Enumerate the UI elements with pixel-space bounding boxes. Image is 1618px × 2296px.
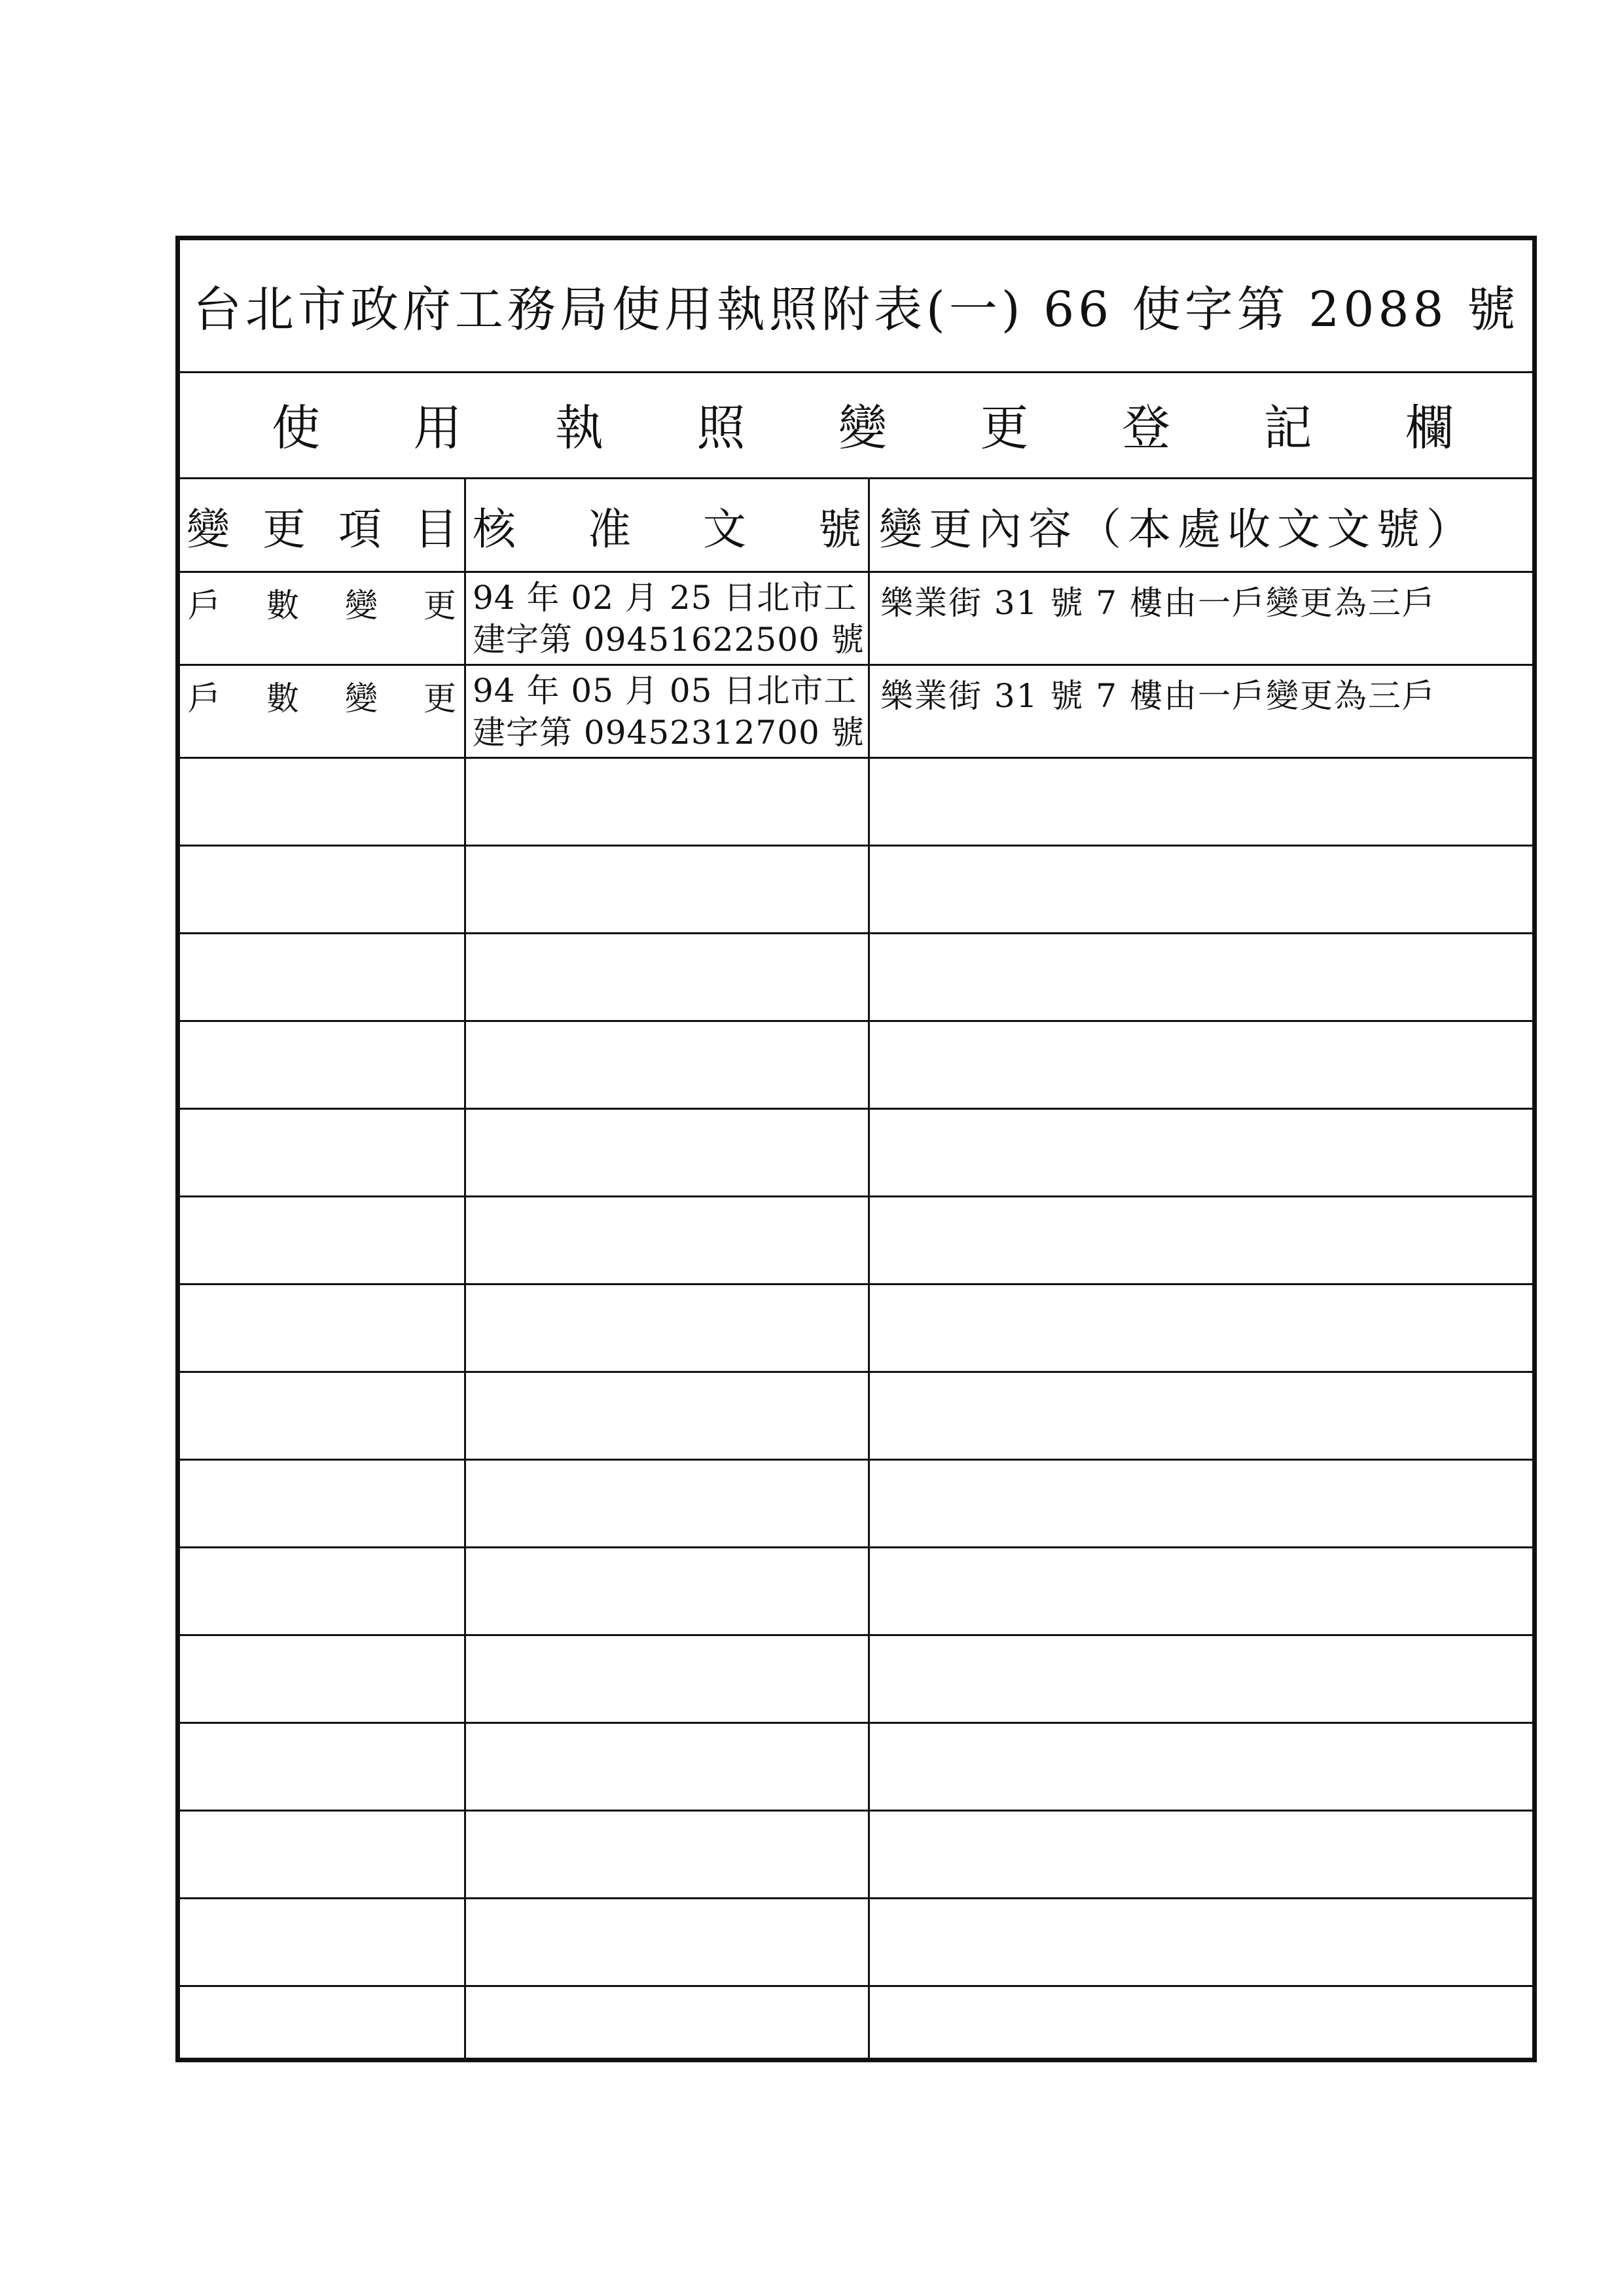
item-char: 數 bbox=[266, 680, 299, 718]
empty-row bbox=[180, 1987, 1532, 2058]
empty-row bbox=[180, 1636, 1532, 1724]
subtitle-char: 登 bbox=[1122, 400, 1170, 456]
empty-row bbox=[180, 1812, 1532, 1899]
header-char: 更 bbox=[262, 503, 306, 555]
subtitle-char: 照 bbox=[696, 400, 746, 456]
register-form bbox=[175, 236, 1537, 2062]
header-change-content: 變更內容（本處收文文號） bbox=[879, 503, 1476, 555]
subtitle-char: 用 bbox=[413, 400, 462, 456]
item-char: 更 bbox=[423, 680, 456, 718]
item-char: 戶 bbox=[188, 680, 221, 718]
subtitle-char: 執 bbox=[555, 400, 603, 456]
empty-row bbox=[180, 1461, 1532, 1548]
table-row bbox=[180, 666, 1532, 759]
subtitle-char: 使 bbox=[272, 400, 320, 456]
empty-row bbox=[180, 1197, 1532, 1285]
table-header-row bbox=[180, 479, 1532, 573]
subtitle-char: 欄 bbox=[1405, 400, 1454, 456]
header-char: 項 bbox=[338, 503, 382, 555]
subtitle-char: 更 bbox=[980, 400, 1029, 456]
header-approval-number bbox=[466, 479, 870, 571]
change-table bbox=[180, 479, 1532, 2058]
empty-row bbox=[180, 1110, 1532, 1197]
change-content: 樂業街 31 號 7 樓由一戶變更為三戶 bbox=[880, 584, 1437, 622]
approval-line: 建字第 09452312700 號 bbox=[473, 714, 865, 752]
change-content: 樂業街 31 號 7 樓由一戶變更為三戶 bbox=[880, 677, 1437, 715]
form-title: 台北市政府工務局使用執照附表(一) 66 使字第 2088 號 bbox=[180, 240, 1532, 373]
header-char: 准 bbox=[588, 503, 631, 555]
subtitle-char: 記 bbox=[1263, 400, 1312, 456]
subtitle-char: 變 bbox=[838, 400, 887, 456]
header-char: 核 bbox=[473, 503, 516, 555]
change-item bbox=[180, 666, 464, 720]
header-char: 目 bbox=[414, 503, 458, 555]
empty-row bbox=[180, 934, 1532, 1022]
empty-row bbox=[180, 1285, 1532, 1373]
item-char: 變 bbox=[345, 680, 378, 718]
item-char: 戶 bbox=[188, 587, 221, 625]
empty-row bbox=[180, 759, 1532, 847]
approval-line: 建字第 09451622500 號 bbox=[473, 621, 865, 659]
item-char: 數 bbox=[266, 587, 299, 625]
item-char: 更 bbox=[423, 587, 456, 625]
empty-row bbox=[180, 1022, 1532, 1110]
empty-row bbox=[180, 847, 1532, 934]
change-item bbox=[180, 573, 464, 627]
empty-row bbox=[180, 1724, 1532, 1812]
approval-line: 94 年 05 月 05 日北市工 bbox=[473, 672, 857, 710]
header-char: 文 bbox=[703, 503, 746, 555]
header-char: 號 bbox=[818, 503, 861, 555]
header-change-item bbox=[180, 479, 466, 571]
approval-line: 94 年 02 月 25 日北市工 bbox=[473, 579, 857, 617]
item-char: 變 bbox=[345, 587, 378, 625]
header-char: 變 bbox=[187, 503, 230, 555]
approval-number bbox=[466, 666, 868, 754]
form-subtitle bbox=[180, 371, 1532, 479]
empty-row bbox=[180, 1548, 1532, 1636]
table-row bbox=[180, 573, 1532, 666]
empty-row bbox=[180, 1373, 1532, 1461]
approval-number bbox=[466, 573, 868, 661]
empty-row bbox=[180, 1899, 1532, 1987]
